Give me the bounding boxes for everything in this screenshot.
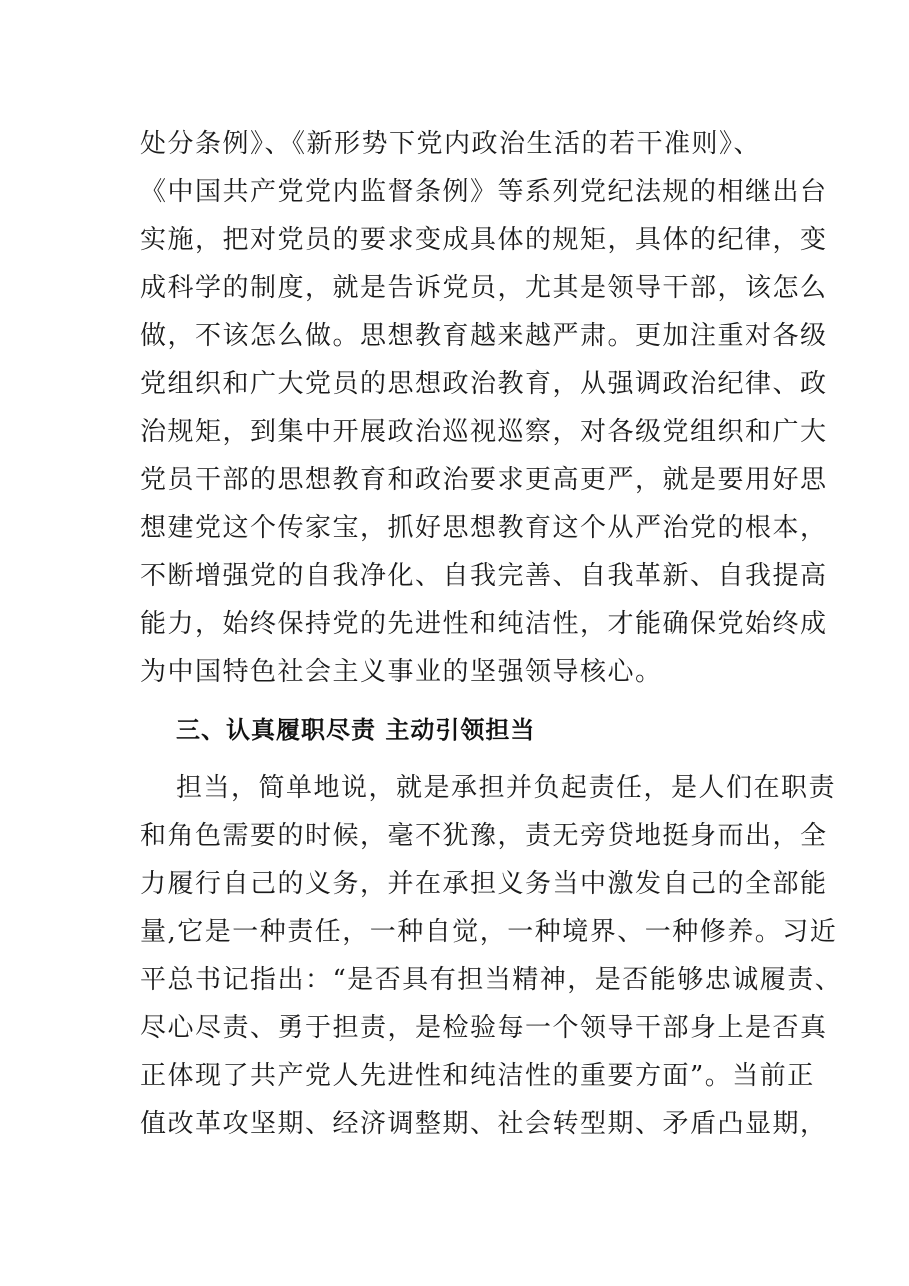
paragraph1-line: 能力，始终保持党的先进性和纯洁性，才能确保党始终成 (140, 609, 828, 639)
paragraph1-line: 想建党这个传家宝，抓好思想教育这个从严治党的根本， (140, 513, 828, 543)
paragraph1-line: 做，不该怎么做。思想教育越来越严肃。更加注重对各级 (140, 321, 828, 351)
paragraph1-line: 《中国共产党党内监督条例》等系列党纪法规的相继出台 (140, 177, 828, 207)
paragraph2-line: 量,它是一种责任，一种自觉，一种境界、一种修养。习近 (140, 917, 838, 947)
paragraph1-line: 党组织和广大党员的思想政治教育，从强调政治纪律、政 (140, 369, 828, 399)
paragraph2-line: 力履行自己的义务，并在承担义务当中激发自己的全部能 (140, 869, 828, 899)
paragraph2-line: 正体现了共产党人先进性和纯洁性的重要方面”。当前正 (140, 1061, 815, 1091)
paragraph1-line: 成科学的制度，就是告诉党员，尤其是领导干部，该怎么 (140, 273, 828, 303)
paragraph1-line: 党员干部的思想教育和政治要求更高更严，就是要用好思 (140, 465, 828, 495)
paragraph2-line: 平总书记指出：“是否具有担当精神，是否能够忠诚履责、 (140, 965, 843, 995)
paragraph2-line: 和角色需要的时候，毫不犹豫，责无旁贷地挺身而出，全 (140, 821, 828, 851)
paragraph2-line: 尽心尽责、勇于担责，是检验每一个领导干部身上是否真 (140, 1013, 828, 1043)
paragraph1-line: 处分条例》、《新形势下党内政治生活的若干准则》、 (140, 129, 762, 159)
paragraph1-line: 实施，把对党员的要求变成具体的规矩，具体的纪律，变 (140, 225, 828, 255)
section-heading: 三、认真履职尽责 主动引领担当 (176, 716, 536, 744)
paragraph2-line: 值改革攻坚期、经济调整期、社会转型期、矛盾凸显期， (140, 1109, 828, 1139)
paragraph1-line: 不断增强党的自我净化、自我完善、自我革新、自我提高 (140, 561, 828, 591)
paragraph2-line: 担当，简单地说，就是承担并负起责任，是人们在职责 (176, 773, 837, 803)
paragraph1-line: 为中国特色社会主义事业的坚强领导核心。 (140, 657, 663, 687)
paragraph1-line: 治规矩，到集中开展政治巡视巡察，对各级党组织和广大 (140, 417, 828, 447)
